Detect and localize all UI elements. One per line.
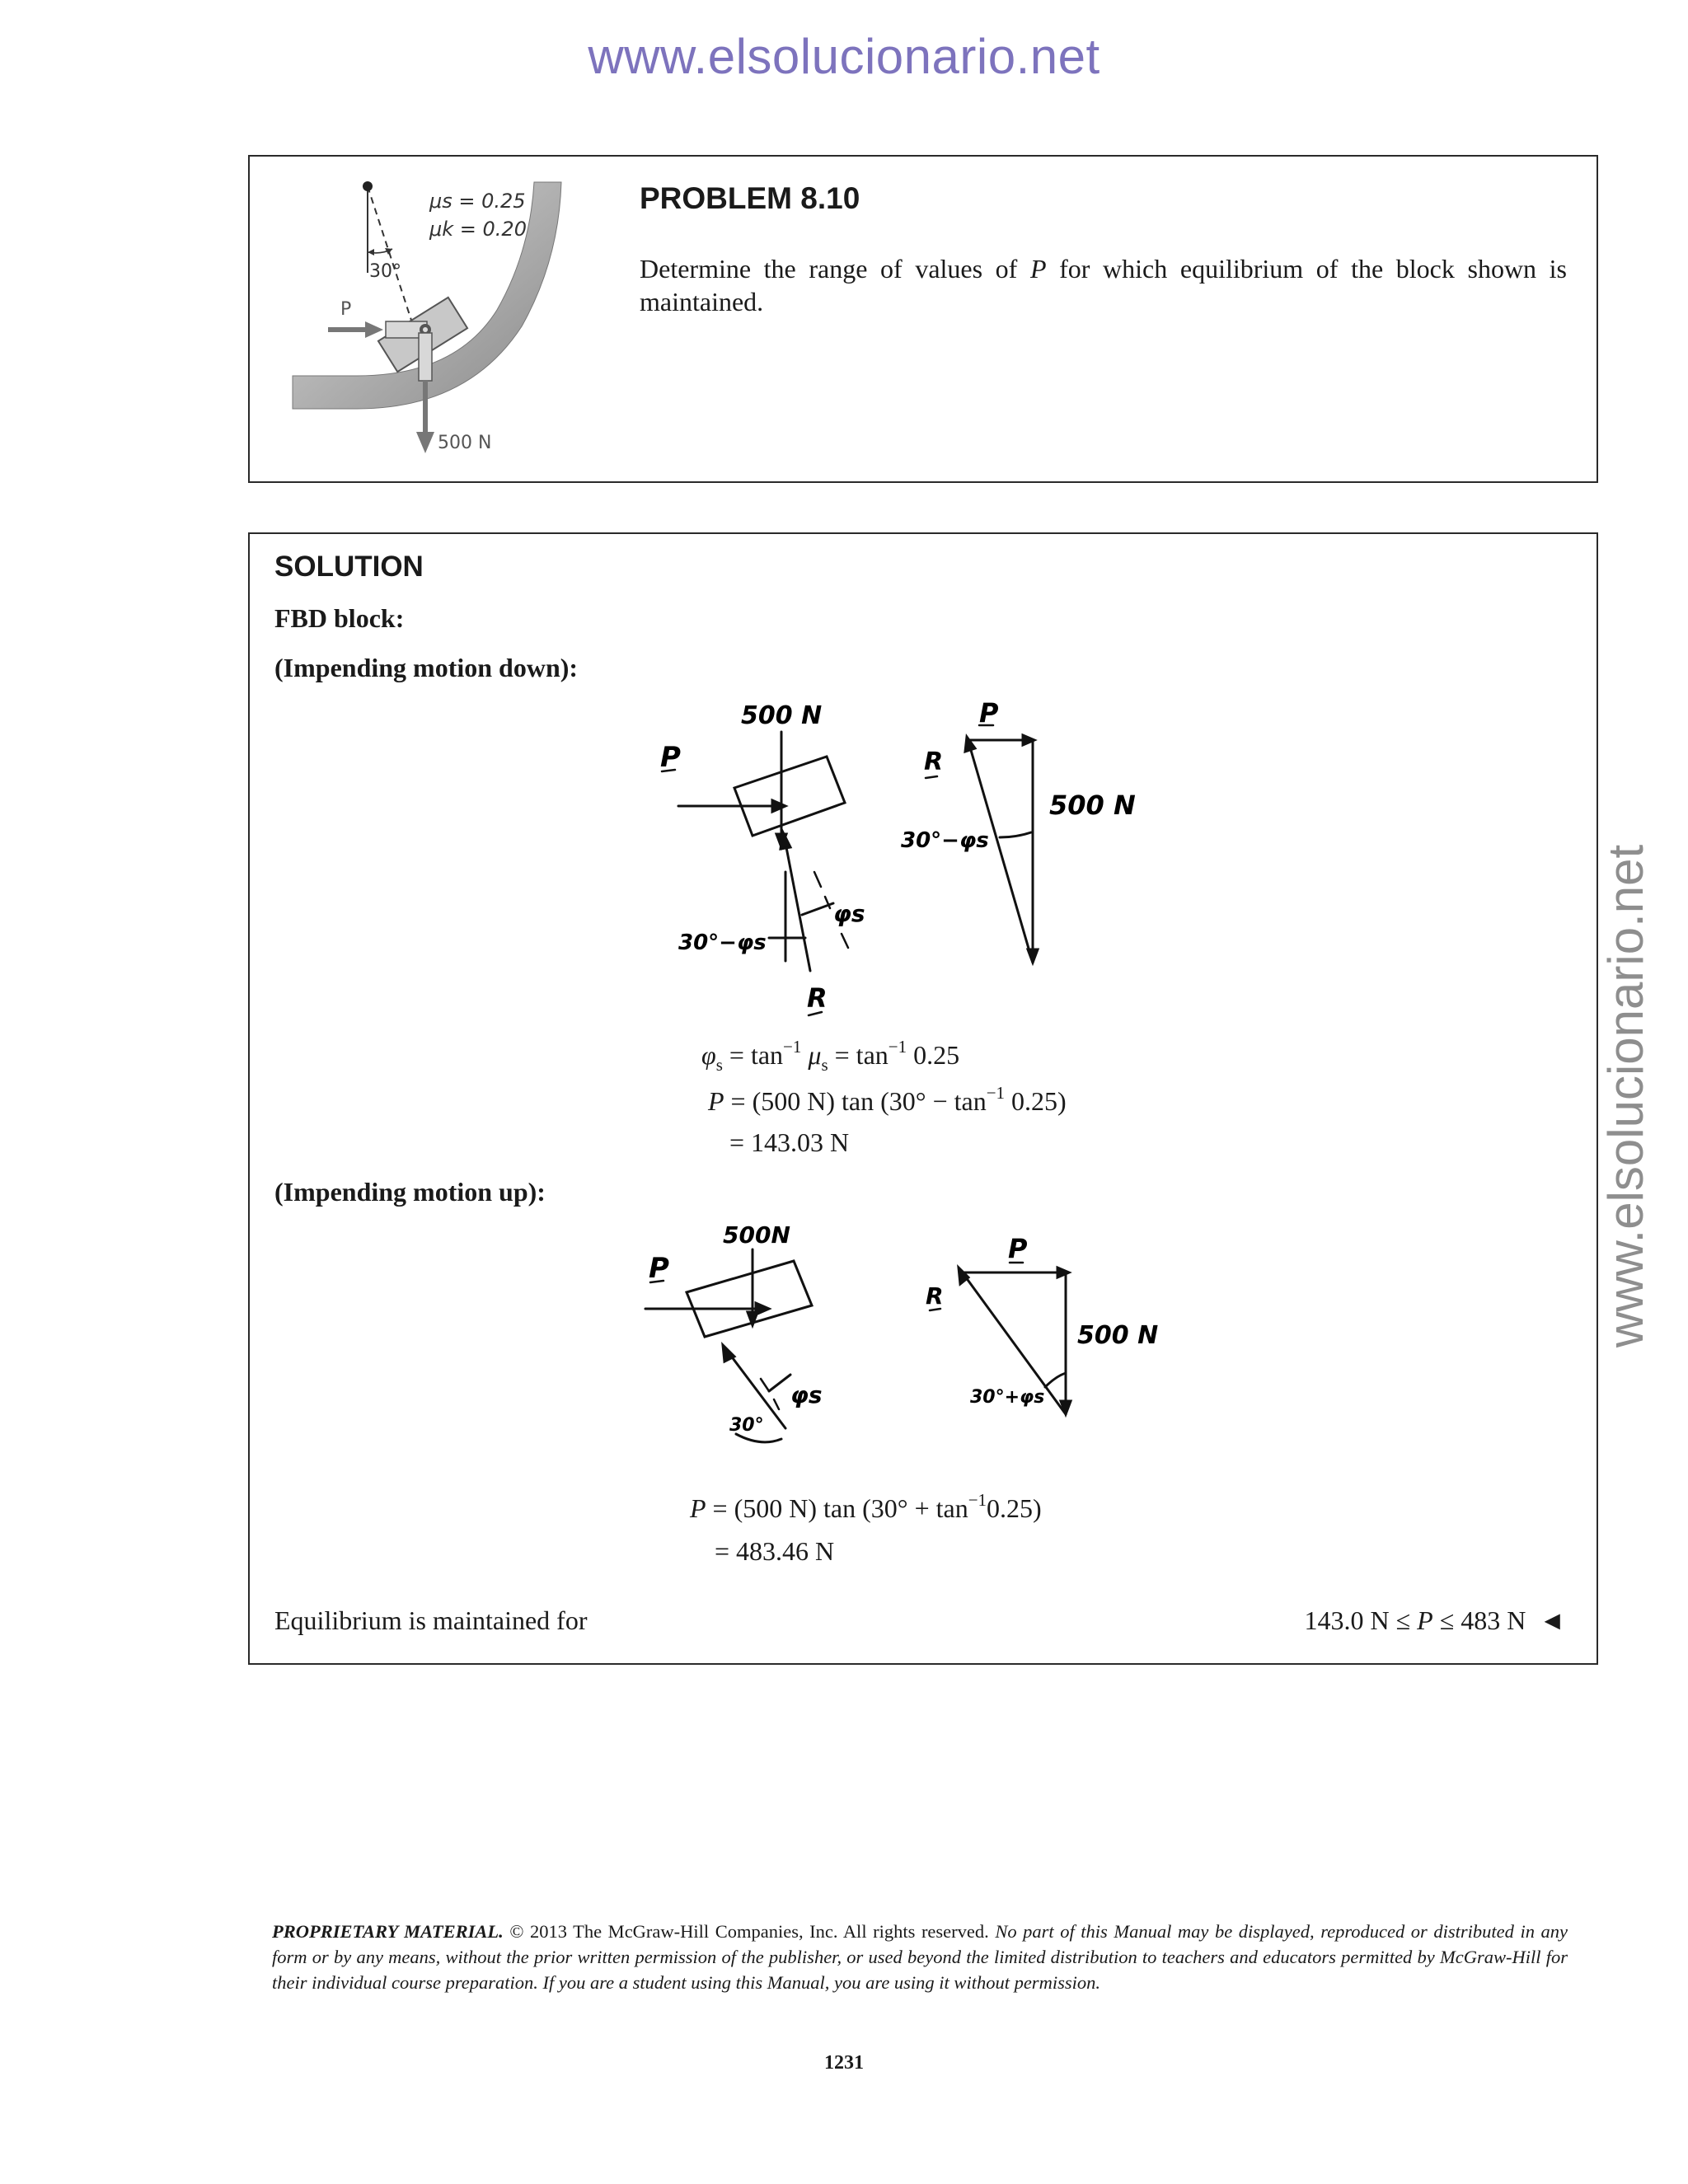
down-phi-label: φs xyxy=(833,900,865,927)
up-angle-label: 30° xyxy=(729,1415,764,1436)
down-reaction-label: R xyxy=(807,982,828,1014)
up-triangle-force: P xyxy=(1008,1233,1028,1264)
down-weight-label: 500 N xyxy=(741,701,823,730)
final-answer: 143.0 N ≤ P ≤ 483 N ◄ xyxy=(1304,1605,1565,1635)
down-triangle-angle: 30°−φs xyxy=(901,828,989,853)
problem-figure xyxy=(283,170,629,466)
page-number: 1231 xyxy=(824,2052,864,2074)
weight-label: 500 N xyxy=(438,433,492,453)
watermark-side: www.elsolucionario.net xyxy=(1598,844,1653,1348)
eq-phi: $\varphi_s = \tan^{-1} \mu_s = \tan^{-1} 0.25$ xyxy=(701,1037,960,1075)
angle-label: 30° xyxy=(369,261,401,282)
up-triangle-angle: 30°+φs xyxy=(970,1387,1045,1408)
eq-p-up-result: = 483.46 N xyxy=(715,1536,835,1566)
eq-p-down: P = (500 N) $\tan (30^\circ - \tan^{-1} 0.25)$ xyxy=(708,1083,1067,1116)
up-force-label: P xyxy=(649,1252,669,1285)
up-triangle-weight: 500 N xyxy=(1077,1321,1159,1350)
up-triangle-reaction: R xyxy=(926,1282,944,1310)
down-angle-label: 30°−φs xyxy=(678,930,767,955)
fbd-label: FBD block: xyxy=(274,603,405,633)
mu-k-label: μk = 0.20 xyxy=(429,218,527,241)
down-triangle-reaction: R xyxy=(924,748,944,776)
problem-statement: Determine the range of values of P for which equilibrium of the block shown is maintained. xyxy=(640,254,1568,316)
fbd-sketch-down xyxy=(654,699,1280,1020)
fbd-sketch-up xyxy=(637,1218,1280,1482)
solution-box xyxy=(248,532,1598,1665)
hanger xyxy=(419,333,432,381)
down-force-label: P xyxy=(660,741,681,774)
problem-title: PROBLEM 8.10 xyxy=(640,181,860,215)
up-phi-label: φs xyxy=(790,1381,823,1408)
answer-marker-icon: ◄ xyxy=(1539,1605,1565,1635)
case-down-label: (Impending motion down): xyxy=(274,653,579,682)
eq-p-up: P = (500 N) $\tan (30^\circ + \tan^{-1}0.25)$ xyxy=(690,1490,1042,1523)
watermark-top: www.elsolucionario.net xyxy=(588,29,1100,84)
mu-s-label: μs = 0.25 xyxy=(429,190,526,213)
problem-box xyxy=(248,155,1598,483)
case-up-label: (Impending motion up): xyxy=(274,1177,546,1207)
down-triangle-weight: 500 N xyxy=(1049,790,1136,821)
eq-p-down-result: = 143.03 N xyxy=(729,1127,850,1157)
force-p-label: P xyxy=(340,299,352,320)
final-statement: Equilibrium is maintained for xyxy=(274,1605,588,1635)
pivot-point xyxy=(363,181,373,191)
up-weight-label: 500N xyxy=(723,1221,790,1249)
down-triangle-force: P xyxy=(979,699,999,729)
footer-copyright: PROPRIETARY MATERIAL. © 2013 The McGraw-Hill Companies, Inc. All rights reserved. No part of this Manual may be displayed, reproduced or distributed in any form or by any means, without the prior written permission of the publisher, or used beyond the limited distribution to teachers and educators permitted by McGraw-Hill for their individual course preparation. If you are a student using this Manual, you are using it without permission. xyxy=(272,1921,1568,1993)
solution-title: SOLUTION xyxy=(274,551,424,583)
